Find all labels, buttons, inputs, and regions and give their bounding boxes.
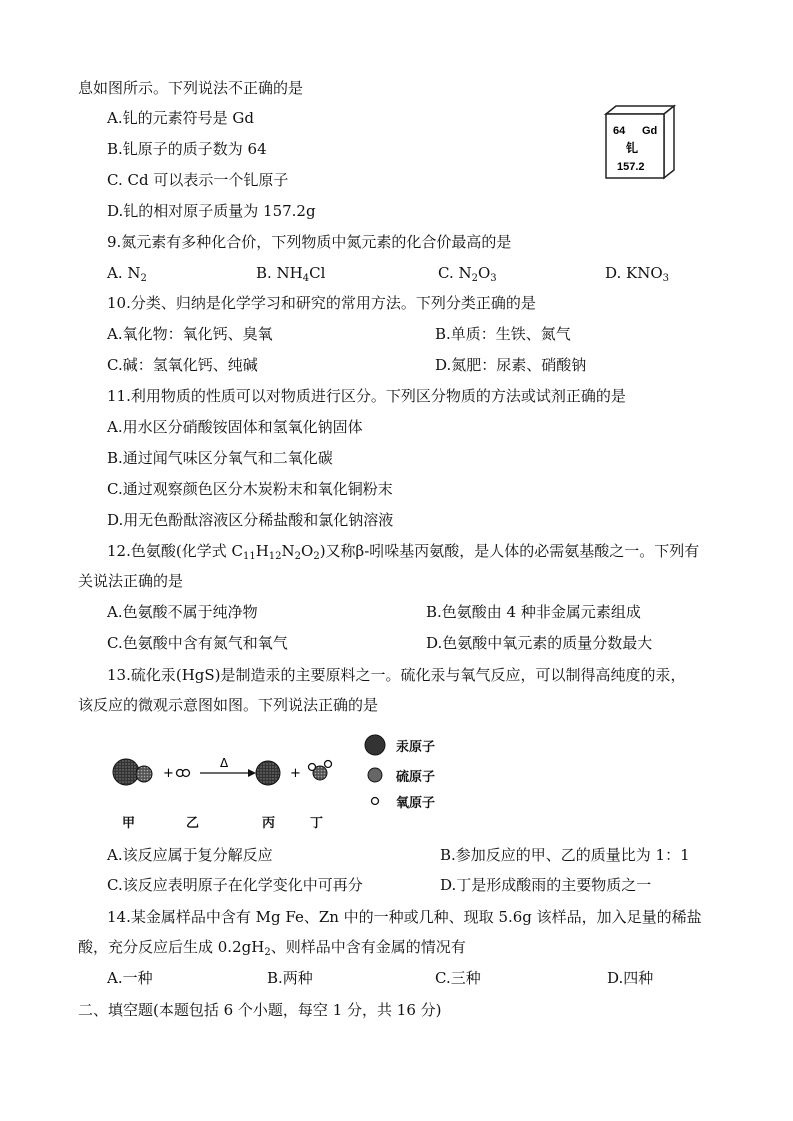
q14-option-a: A.一种 bbox=[107, 969, 153, 987]
section-heading: 二、填空题(本题包括 6 个小题，每空 1 分，共 16 分) bbox=[78, 1001, 442, 1019]
legend-mercury bbox=[364, 734, 435, 756]
heat-symbol: Δ bbox=[220, 756, 229, 770]
q9-option-a: A. $N_2$ bbox=[107, 264, 147, 284]
q11-option-a: A.用水区分硝酸铵固体和氢氧化钠固体 bbox=[107, 418, 363, 436]
q14-option-c: C.三种 bbox=[435, 969, 481, 987]
element-card-number: 64 bbox=[613, 125, 626, 137]
oxygen-atom-icon bbox=[364, 790, 386, 812]
q13-option-c: C.该反应表明原子在化学变化中可再分 bbox=[107, 876, 363, 894]
q10-option-c: C.碱：氢氧化钙、纯碱 bbox=[107, 356, 258, 374]
oxygen-atom bbox=[309, 764, 316, 771]
q14-option-d: D.四种 bbox=[607, 969, 654, 987]
oxygen-atom bbox=[325, 761, 332, 768]
q8-option-d: D.钆的相对原子质量为 157.2g bbox=[107, 202, 316, 220]
q10-stem: 10.分类、归纳是化学学习和研究的常用方法。下列分类正确的是 bbox=[107, 294, 536, 312]
oxygen-atom bbox=[183, 770, 190, 777]
label-yi: 乙 bbox=[186, 816, 200, 831]
mercury-atom-icon bbox=[364, 734, 386, 756]
element-card-mass: 157.2 bbox=[617, 161, 645, 173]
q8-option-a: A.钆的元素符号是 Gd bbox=[107, 109, 254, 127]
q13-option-a: A.该反应属于复分解反应 bbox=[107, 846, 273, 864]
q12-option-b: B.色氨酸由 4 种非金属元素组成 bbox=[426, 603, 641, 621]
mercury-atom bbox=[256, 761, 280, 785]
q11-option-c: C.通过观察颜色区分木炭粉末和氧化铜粉末 bbox=[107, 480, 393, 498]
label-ding: 丁 bbox=[310, 816, 324, 831]
q9-option-c: C. $N_2O_3$ bbox=[438, 264, 497, 284]
q10-option-d: D.氮肥：尿素、硝酸钠 bbox=[435, 356, 587, 374]
sulfur-atom bbox=[136, 766, 152, 782]
element-card bbox=[604, 104, 676, 182]
q9-option-d: D. $KNO_3$ bbox=[605, 264, 670, 284]
legend-label: 硫原子 bbox=[396, 769, 436, 785]
label-bing: 丙 bbox=[262, 816, 276, 831]
element-card-cube bbox=[604, 104, 676, 182]
mercury-atom bbox=[113, 759, 139, 785]
q12-stem: 12.色氨酸(化学式 $C_{11}H_{12}N_2O_2$)又称β-吲哚基丙氨酸，是人体的必需氨基酸之一。下列有 bbox=[107, 542, 700, 562]
legend-label: 汞原子 bbox=[396, 739, 436, 755]
q14-stem: 14.某金属样品中含有 Mg Fe、Zn 中的一种或几种、现取 5.6g 该样品，加入足量的稀盐 bbox=[107, 908, 702, 926]
q13-option-b: B.参加反应的甲、乙的质量比为 1：1 bbox=[440, 846, 690, 864]
q12-option-a: A.色氨酸不属于纯净物 bbox=[107, 603, 258, 621]
diagram-legend bbox=[364, 734, 484, 814]
legend-sulfur bbox=[364, 764, 435, 786]
sulfur-atom-icon bbox=[364, 764, 386, 786]
plus-sign: + bbox=[163, 766, 174, 781]
q9-stem: 9.氮元素有多种化合价，下列物质中氮元素的化合价最高的是 bbox=[107, 233, 512, 251]
reaction-arrow-head bbox=[248, 769, 256, 777]
legend-label: 氧原子 bbox=[396, 795, 436, 811]
q12-option-d: D.色氨酸中氧元素的质量分数最大 bbox=[426, 634, 653, 652]
reaction-molecules bbox=[110, 736, 360, 806]
label-jia: 甲 bbox=[122, 816, 136, 831]
q11-stem: 11.利用物质的性质可以对物质进行区分。下列区分物质的方法或试剂正确的是 bbox=[107, 387, 626, 405]
q12-option-c: C.色氨酸中含有氮气和氧气 bbox=[107, 634, 288, 652]
q13-stem-continued: 该反应的微观示意图如图。下列说法正确的是 bbox=[78, 696, 379, 714]
q9-option-b: B. $NH_4Cl$ bbox=[256, 264, 326, 284]
legend-oxygen bbox=[364, 790, 435, 812]
q13-stem: 13.硫化汞(HgS)是制造汞的主要原料之一。硫化汞与氧气反应，可以制得高纯度的汞， bbox=[107, 666, 686, 684]
q13-option-d: D.丁是形成酸雨的主要物质之一 bbox=[440, 876, 652, 894]
q8-stem: 息如图所示。下列说法不正确的是 bbox=[78, 79, 304, 97]
q10-option-a: A.氧化物：氧化钙、臭氧 bbox=[107, 325, 273, 343]
q14-stem-continued: 酸，充分反应后生成 $0.2gH_2$、则样品中含有金属的情况有 bbox=[78, 938, 466, 958]
q11-option-d: D.用无色酚酞溶液区分稀盐酸和氯化钠溶液 bbox=[107, 511, 394, 529]
element-card-name: 钆 bbox=[626, 141, 639, 155]
plus-sign: + bbox=[290, 766, 301, 781]
element-card-symbol: Gd bbox=[642, 125, 658, 137]
q11-option-b: B.通过闻气味区分氧气和二氧化碳 bbox=[107, 449, 333, 467]
q8-option-b: B.钆原子的质子数为 64 bbox=[107, 140, 267, 158]
q10-option-b: B.单质：生铁、氮气 bbox=[435, 325, 571, 343]
q14-option-b: B.两种 bbox=[267, 969, 313, 987]
q12-stem-continued: 关说法正确的是 bbox=[78, 572, 184, 590]
q8-option-c: C. Cd 可以表示一个钆原子 bbox=[107, 171, 289, 189]
